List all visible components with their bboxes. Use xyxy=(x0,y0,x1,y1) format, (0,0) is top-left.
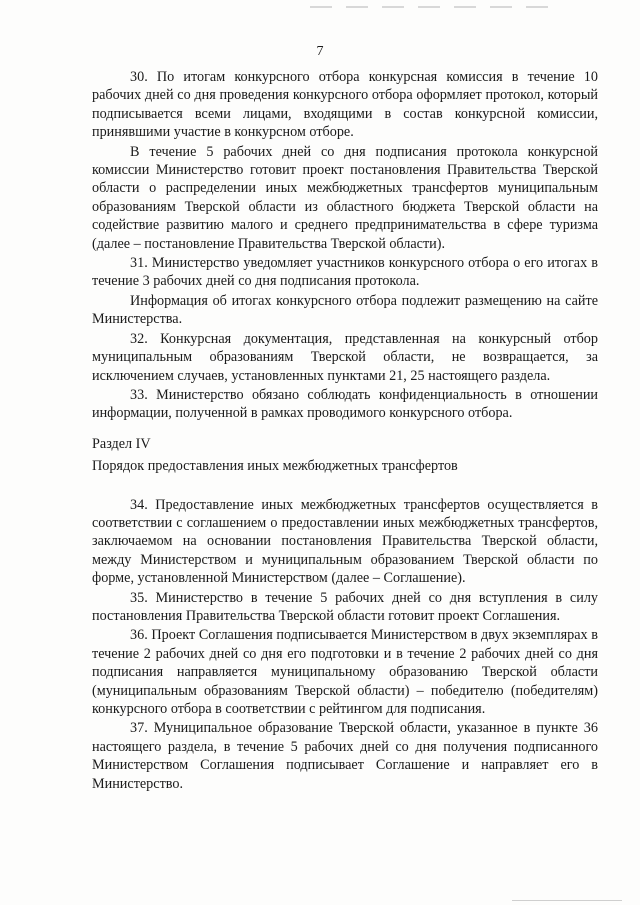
paragraph-35: 35. Министерство в течение 5 рабочих дней со дня вступления в силу постановления Правительства Тверской области готовит проект Соглашения. xyxy=(92,589,598,624)
paragraph-30: 30. По итогам конкурсного отбора конкурсная комиссия в течение 10 рабочих дней со дня проведения конкурсного отбора оформляет протокол, который подписывается всеми лицами, входящими в состав конкурсной комиссии, принявшими участие в конкурсном отборе. xyxy=(92,69,598,141)
paragraph-34: 34. Предоставление иных межбюджетных трансфертов осуществляется в соответствии с соглашением о предоставлении иных межбюджетных трансфертов, заключаемом на основании постановления Правительства Тверской области, между Министерством и муниципальным образованием Тверской области по форме, установленной Министерством (далее – Соглашение). xyxy=(92,496,598,587)
paragraph-31: 31. Министерство уведомляет участников конкурсного отбора о его итогах в течение 3 рабочих дней со дня подписания протокола. xyxy=(92,255,598,290)
scan-artifact-bottom xyxy=(512,900,622,901)
paragraph-32: 32. Конкурсная документация, представленная на конкурсный отбор муниципальным образованиям Тверской области, не возвращается, за исключением случаев, установленных пунктами 21, 25 настоящего раздела. xyxy=(92,330,598,384)
paragraph-30-cont: В течение 5 рабочих дней со дня подписания протокола конкурсной комиссии Министерство готовит проект постановления Правительства Тверской области о распределении иных межбюджетных трансфертов муниципальным образованиям Тверской области из областного бюджета Тверской области на содействие развитию малого и среднего предпринимательства в сфере туризма (далее – постановление Правительства Тверской области). xyxy=(92,143,598,252)
section-title: Порядок предоставления иных межбюджетных трансфертов xyxy=(92,458,458,475)
paragraph-31-cont: Информация об итогах конкурсного отбора подлежит размещению на сайте Министерства. xyxy=(92,292,598,328)
paragraph-33: 33. Министерство обязано соблюдать конфиденциальность в отношении информации, полученной в рамках проводимого конкурсного отбора. xyxy=(92,386,598,422)
paragraph-36: 36. Проект Соглашения подписывается Министерством в двух экземплярах в течение 2 рабочих дней со дня его подготовки и в течение 2 рабочих дней со дня подписания направляется муниципальному образованию Тверской области (муниципальным образованиям Тверской области) – победителю (победителям) конкурсного отбора в соответствии с рейтингом для подписания. xyxy=(92,627,598,717)
paragraph-37: 37. Муниципальное образование Тверской области, указанное в пункте 36 настоящего раздела, в течение 5 рабочих дней со дня получения подписанного Министерством Соглашения подписывает Соглашение и направляет его в Министерство. xyxy=(92,720,598,792)
document-body xyxy=(92,68,598,793)
section-number: Раздел IV xyxy=(92,435,151,452)
page-number: 7 xyxy=(316,44,324,59)
scan-artifact-top xyxy=(310,6,560,8)
